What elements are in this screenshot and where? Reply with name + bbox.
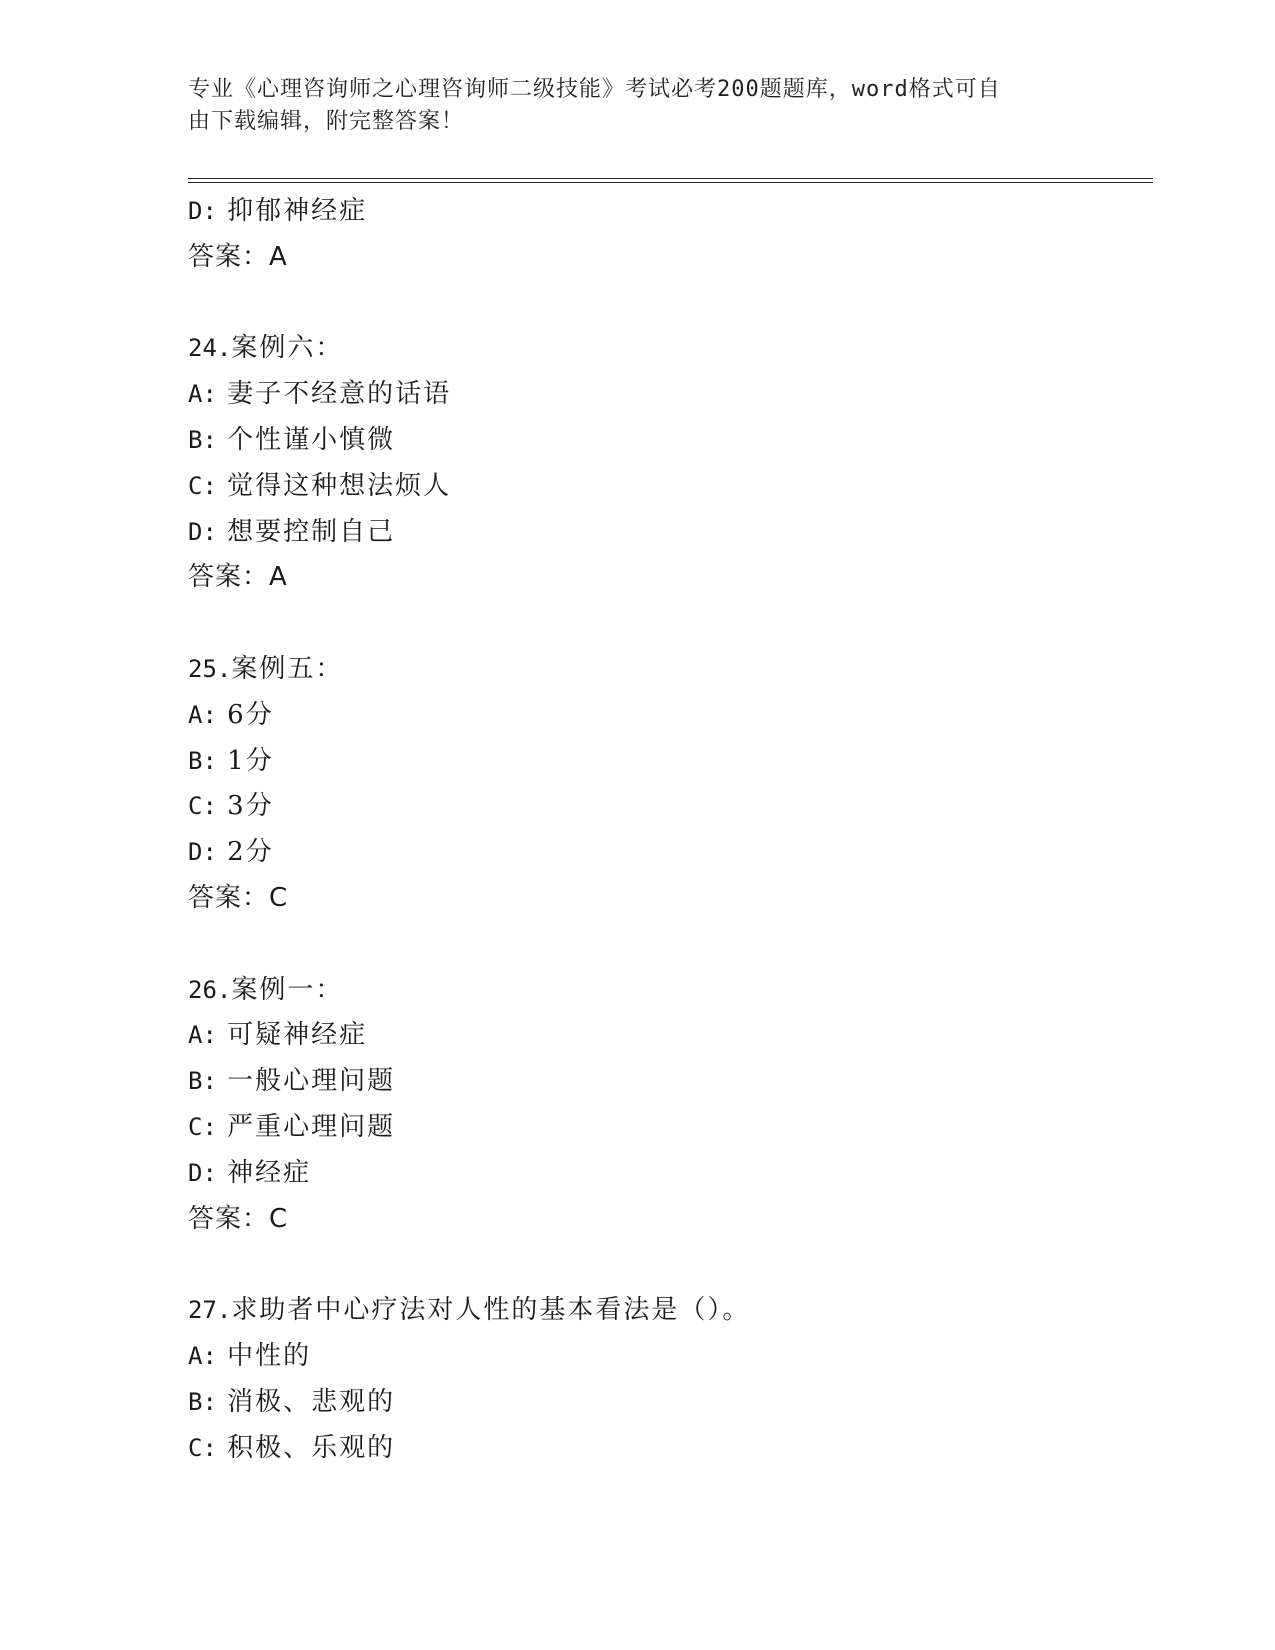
- option-text: 抑郁神经症: [227, 196, 368, 226]
- question-tail: [188, 189, 1148, 281]
- question-number: 24.: [188, 334, 232, 363]
- option-text: 可疑神经症: [227, 1020, 368, 1051]
- answer-line: 答案：A: [188, 241, 288, 272]
- option-item: [188, 1059, 1148, 1105]
- option-item: [188, 418, 1148, 464]
- question-25: [188, 647, 1148, 922]
- option-label: D:: [188, 517, 217, 546]
- option-label: A:: [188, 1341, 217, 1370]
- spacer: [188, 601, 1148, 647]
- option-label: A:: [188, 700, 217, 729]
- option-item: [188, 372, 1148, 418]
- option-item: [188, 1105, 1148, 1151]
- question-list: [188, 189, 1148, 1471]
- question-24: [188, 326, 1148, 601]
- question-stem: [188, 326, 1148, 372]
- answer-line: 答案：A: [188, 562, 288, 593]
- spacer: [188, 1242, 1148, 1288]
- option-text: 严重心理问题: [227, 1111, 396, 1142]
- answer-line: 答案：C: [188, 1203, 289, 1234]
- option-label: C:: [188, 1433, 217, 1462]
- option-label: C:: [188, 792, 217, 821]
- option-text: 妻子不经意的话语: [227, 379, 452, 410]
- option-text: 6分: [227, 699, 274, 730]
- page-header: [188, 74, 1068, 138]
- question-27: [188, 1288, 1148, 1471]
- option-item: [188, 830, 1148, 876]
- question-26: [188, 968, 1148, 1243]
- answer-line: 答案：C: [188, 882, 289, 913]
- question-text: 求助者中心疗法对人性的基本看法是（）。: [231, 1295, 751, 1326]
- option-label: B:: [188, 746, 217, 775]
- option-text: 一般心理问题: [227, 1066, 396, 1097]
- option-item: [188, 739, 1148, 785]
- option-item: [188, 784, 1148, 830]
- header-line-1: 专业《心理咨询师之心理咨询师二级技能》考试必考200题题库，word格式可自: [188, 77, 1001, 102]
- option-label: B:: [188, 1387, 217, 1416]
- spacer: [188, 281, 1148, 327]
- option-item: [188, 1151, 1148, 1197]
- question-text: 案例六：: [231, 333, 344, 364]
- option-label: D:: [188, 838, 217, 867]
- option-label: B:: [188, 425, 217, 454]
- option-text: 消极、悲观的: [227, 1386, 396, 1417]
- option-label: A:: [188, 1021, 217, 1050]
- option-text: 中性的: [227, 1340, 312, 1371]
- header-line-2: 由下载编辑，附完整答案！: [188, 109, 465, 134]
- question-text: 案例一：: [231, 974, 344, 1005]
- option-item: [188, 693, 1148, 739]
- question-number: 27.: [188, 1296, 232, 1325]
- option-text: 3分: [227, 791, 274, 822]
- question-stem: [188, 647, 1148, 693]
- option-item: [188, 464, 1148, 510]
- option-label: C:: [188, 1112, 217, 1141]
- option-item: [188, 1380, 1148, 1426]
- spacer: [188, 922, 1148, 968]
- option-label: C:: [188, 471, 217, 500]
- option-item: [188, 1334, 1148, 1380]
- question-stem: [188, 968, 1148, 1014]
- header-divider: [188, 178, 1153, 183]
- option-item: [188, 189, 1148, 235]
- question-number: 26.: [188, 975, 232, 1004]
- question-number: 25.: [188, 654, 232, 683]
- option-text: 积极、乐观的: [227, 1432, 396, 1463]
- option-label: D:: [188, 1158, 217, 1187]
- option-item: [188, 1013, 1148, 1059]
- option-item: [188, 1426, 1148, 1472]
- option-text: 想要控制自己: [227, 516, 396, 547]
- option-text: 1分: [227, 745, 274, 776]
- option-label: A:: [188, 380, 217, 409]
- option-text: 个性谨小慎微: [227, 424, 396, 455]
- option-label: B:: [188, 1067, 217, 1096]
- option-label: D:: [188, 197, 217, 225]
- option-item: [188, 510, 1148, 556]
- question-stem: [188, 1288, 1148, 1334]
- question-text: 案例五：: [231, 653, 344, 684]
- option-text: 觉得这种想法烦人: [227, 470, 452, 501]
- option-text: 神经症: [227, 1157, 312, 1188]
- option-text: 2分: [227, 837, 274, 868]
